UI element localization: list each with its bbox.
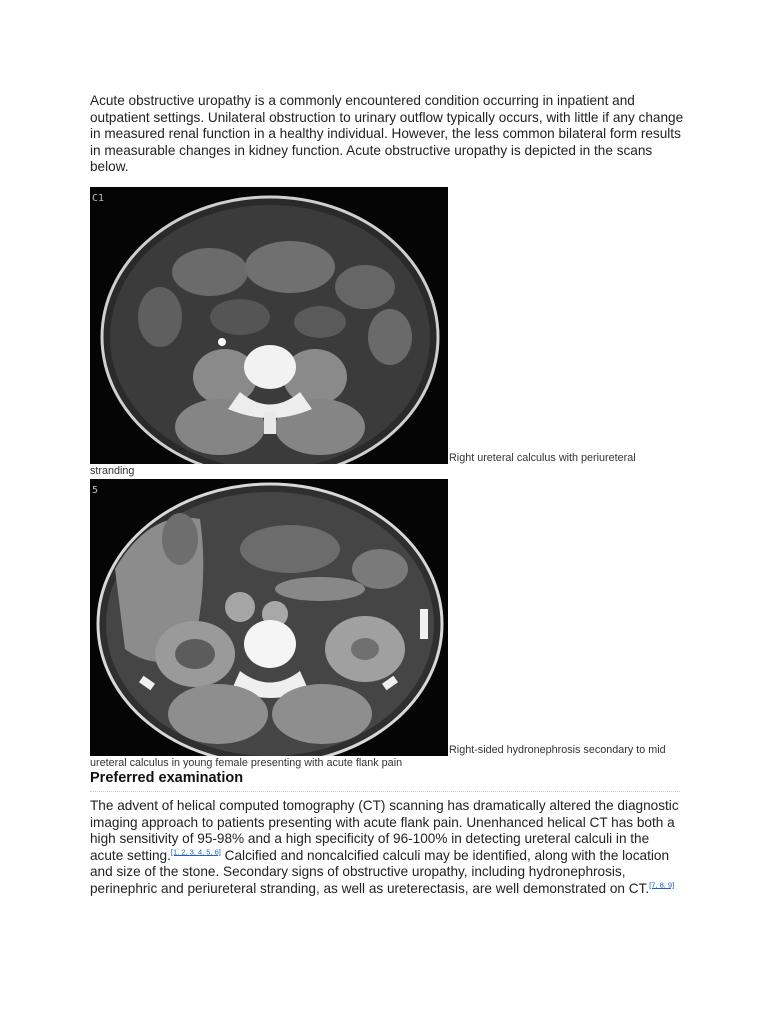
svg-text:C1: C1 [92, 193, 105, 204]
reference-link-1-6[interactable]: [1, 2, 3, 4, 5, 6] [170, 847, 221, 857]
body-text-part-1: The advent of helical computed tomography (CT) scanning has dramatically altered the diagnostic imaging approach to patients presenting with acute flank pain. Unenhanced helical CT has both a high sensitivity of 95-98% and a high specificity of 96-100% in detecting ureteral calculi in the acute setting. [90, 798, 679, 863]
figure-1-caption-line-1: Right ureteral calculus with periureteral [449, 452, 636, 464]
figure-1-caption-line-2: stranding [90, 465, 135, 477]
figure-2-caption-line-2: ureteral calculus in young female presenting with acute flank pain [90, 757, 403, 769]
body-text-part-2: Calcified and noncalcified calculi may be identified, along with the location and size of the stone. Secondary signs of obstructive uropathy, including hydronephrosis, perinephric and periureteral stranding, as well as ureterectasis, are well demonstrated on CT. [90, 847, 670, 896]
section-body-paragraph [90, 798, 686, 898]
section-heading: Preferred examination [90, 770, 244, 786]
ct-scan-graphic-1 [90, 187, 448, 464]
ct-scan-image-1 [90, 187, 448, 464]
ct-scan-graphic-2 [90, 479, 448, 756]
ct-scan-image-2 [90, 479, 448, 756]
reference-link-7-9[interactable]: [7, 8, 9] [649, 880, 675, 890]
svg-text:5: 5 [92, 485, 99, 496]
intro-paragraph: Acute obstructive uropathy is a commonly encountered condition occurring in inpatient and outpatient settings. Unilateral obstruction to urinary outflow typically occurs, with little if any change in measured renal function in a healthy individual. However, the less common bilateral form results in measurable changes in kidney function. Acute obstructive uropathy is depicted in the scans below. [90, 93, 684, 175]
figure-2-caption-line-1: Right-sided hydronephrosis secondary to mid [449, 744, 666, 756]
section-divider [90, 791, 680, 792]
